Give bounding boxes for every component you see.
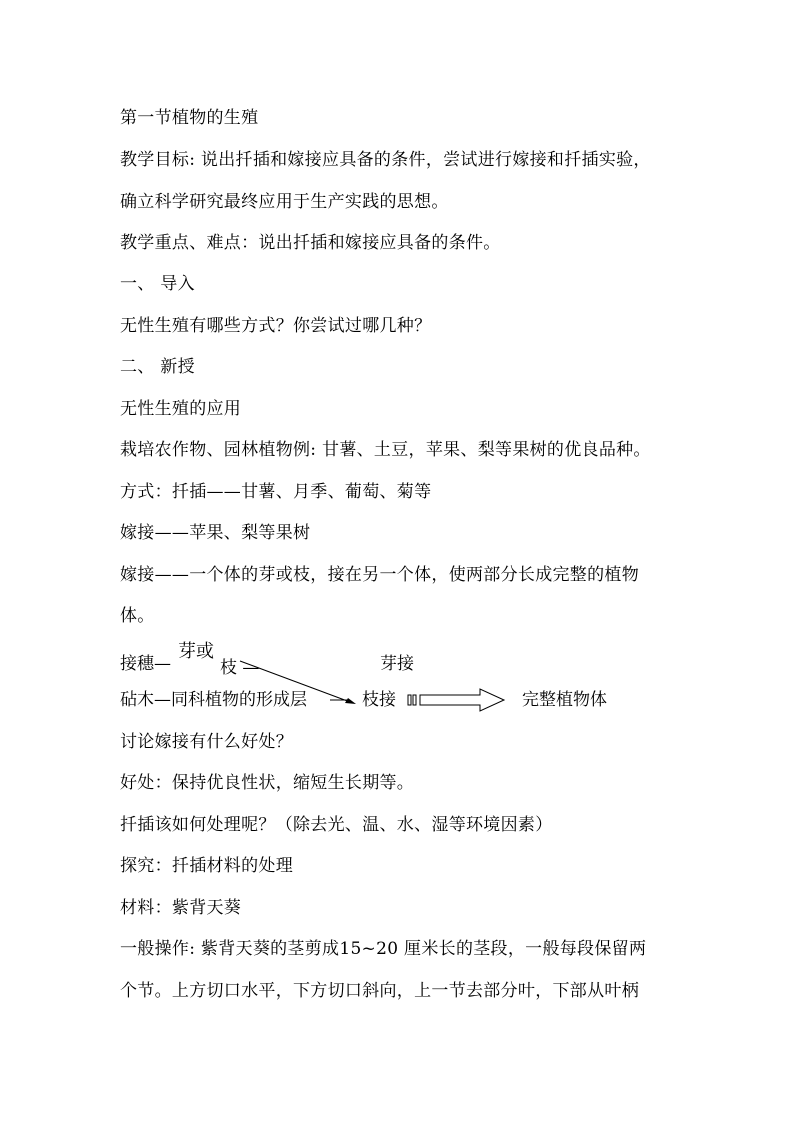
page-title: 第一节植物的生殖 (120, 108, 259, 128)
bud-or-label: 芽或 (178, 641, 214, 662)
box-mark-2 (413, 695, 416, 705)
graft-line: 嫁接——苹果、梨等果树 (120, 523, 311, 543)
teaching-goal: 教学目标: 说出扦插和嫁接应具备的条件，尝试进行嫁接和扦插实验， (120, 150, 651, 170)
cutting-question: 扦插该如何处理呢？（除去光、温、水、湿等环境因素） (120, 815, 553, 835)
material-line: 材料：紫背天葵 (120, 898, 242, 918)
branch-graft-label: 枝接 (362, 690, 396, 710)
branch-label: 枝 — (220, 658, 260, 678)
result-label: 完整植物体 (522, 690, 607, 710)
bud-graft-label: 芽接 (380, 654, 414, 674)
method-line: 方式：扦插——甘薯、月季、葡萄、菊等 (120, 482, 432, 502)
graft-definition: 嫁接——一个体的芽或枝，接在另一个体，使两部分长成完整的植物 (120, 565, 639, 585)
key-points: 教学重点、难点：说出扦插和嫁接应具备的条件。 (120, 233, 501, 253)
box-mark-1 (408, 695, 411, 705)
diagonal-arrow-head (345, 698, 356, 704)
hollow-arrow (420, 689, 504, 711)
operation-line-1: 一般操作: 紫背天葵的茎剪成15~20 厘米长的茎段，一般每段保留两 (120, 939, 647, 959)
teaching-goal-cont: 确立科学研究最终应用于生产实践的思想。 (120, 192, 449, 212)
scion-label: 接穗— (120, 654, 171, 674)
graft-definition-cont: 体。 (120, 606, 155, 626)
operation-line-2: 个节。上方切口水平，下方切口斜向，上一节去部分叶，下部从叶柄 (120, 981, 639, 1001)
application-line: 栽培农作物、园林植物例: 甘薯、土豆，苹果、梨等果树的优良品种。 (120, 440, 651, 460)
application-title: 无性生殖的应用 (120, 399, 242, 419)
diagonal-arrow-line (240, 661, 350, 702)
explore-line: 探究：扦插材料的处理 (120, 856, 293, 876)
benefit-line: 好处：保持优良性状，缩短生长期等。 (120, 773, 415, 793)
discussion-question: 讨论嫁接有什么好处？ (120, 732, 293, 752)
stock-label: 砧木—同科植物的形成层 (120, 690, 307, 710)
intro-question: 无性生殖有哪些方式？你尝试过哪几种？ (120, 316, 432, 336)
section-intro: 一、 导入 (120, 274, 195, 294)
section-new: 二、 新授 (120, 357, 195, 377)
